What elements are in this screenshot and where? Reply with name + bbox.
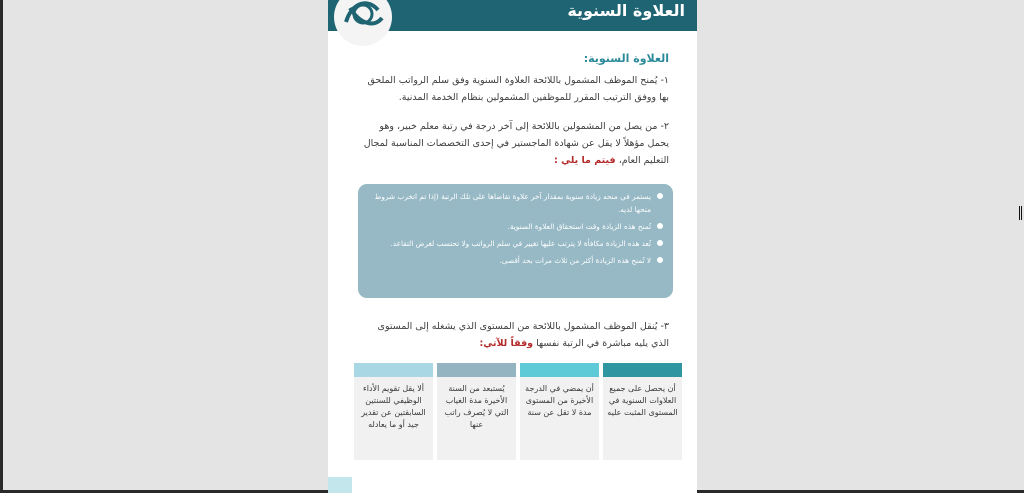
callout-item xyxy=(366,220,663,233)
text-cursor-icon xyxy=(1019,206,1022,220)
condition-card-text: ألا يقل تقويم الأداء الوظيفي للسنتين السابقتين عن تقدير جيد أو ما يعادله xyxy=(361,384,426,429)
paragraph-1: ١- يُمنح الموظف المشمول باللائحة العلاوة السنوية وفق سلم الرواتب الملحق بها ووفق الترتيب المقرر للموظفين المشمولين بنظام الخدمة المدنية. xyxy=(367,75,669,103)
condition-card xyxy=(437,363,516,460)
callout-item xyxy=(366,254,663,267)
conditions-row xyxy=(355,363,682,460)
bullet-icon xyxy=(657,257,663,263)
paragraph-2 xyxy=(357,118,669,169)
page-title: العلاوة السنوية xyxy=(567,1,685,20)
condition-card-text: يُستبعد من السنة الأخيرة مدة الغياب التي لا يُصرف راتب عنها xyxy=(444,384,509,429)
section-heading: العلاوة السنوية: xyxy=(583,52,669,65)
condition-card-header xyxy=(520,363,599,377)
condition-card-header xyxy=(354,363,433,377)
paragraph-2-emphasis: فيتم ما يلي : xyxy=(554,155,616,166)
paragraph-3 xyxy=(357,318,669,352)
callout-item xyxy=(366,237,663,250)
paragraph-3-emphasis: وفقاً للآتي: xyxy=(479,338,534,349)
condition-card-header xyxy=(603,363,682,377)
bullet-icon xyxy=(657,240,663,246)
paragraph-2-text: ٢- من يصل من المشمولين باللائحة إلى آخر درجة في رتبة معلم خبير، وهو يحمل مؤهلاً لا يقل عن شهادة الماجستير في إحدى التخصصات المناسبة لمجال التعليم العام، xyxy=(363,121,669,166)
callout-item-text: تُعد هذه الزيادة مكافأة لا يترتب عليها تغيير في سلم الرواتب ولا تحتسب لغرض التقاعد. xyxy=(390,239,651,248)
bullet-icon xyxy=(657,193,663,199)
left-window-edge xyxy=(0,0,3,493)
condition-card xyxy=(520,363,599,460)
callout-item xyxy=(366,190,663,216)
title-banner xyxy=(328,0,697,31)
callout-box xyxy=(358,184,673,298)
condition-card-text: أن يمضي في الدرجة الأخيرة من المستوى مدة لا تقل عن سنة xyxy=(525,384,594,417)
callout-item-text: يستمر في منحه زيادة سنوية بمقدار آخر علاوة تقاضاها على تلك الرتبة (إذا تم اتخرب شروط منحها لديه. xyxy=(374,192,651,214)
condition-card xyxy=(603,363,682,460)
callout-item-text: تُمنح هذه الزيادة وقت استحقاق العلاوة السنوية. xyxy=(507,222,651,231)
logo-emblem-icon xyxy=(334,0,392,46)
callout-item-text: لا تُمنح هذه الزيادة أكثر من ثلاث مرات بحد أقصى. xyxy=(499,256,651,265)
next-page-preview xyxy=(328,477,352,493)
document-page xyxy=(328,0,697,493)
paragraph-3-text: ٣- يُنقل الموظف المشمول باللائحة من المستوى الذي يشغله إلى المستوى الذي يليه مباشرة في الرتبة نفسها xyxy=(377,321,669,349)
condition-card-header xyxy=(437,363,516,377)
bullet-icon xyxy=(657,223,663,229)
condition-card-text: أن يحصل على جميع العلاوات السنوية في المستوى المثبت عليه xyxy=(607,384,678,417)
condition-card xyxy=(354,363,433,460)
